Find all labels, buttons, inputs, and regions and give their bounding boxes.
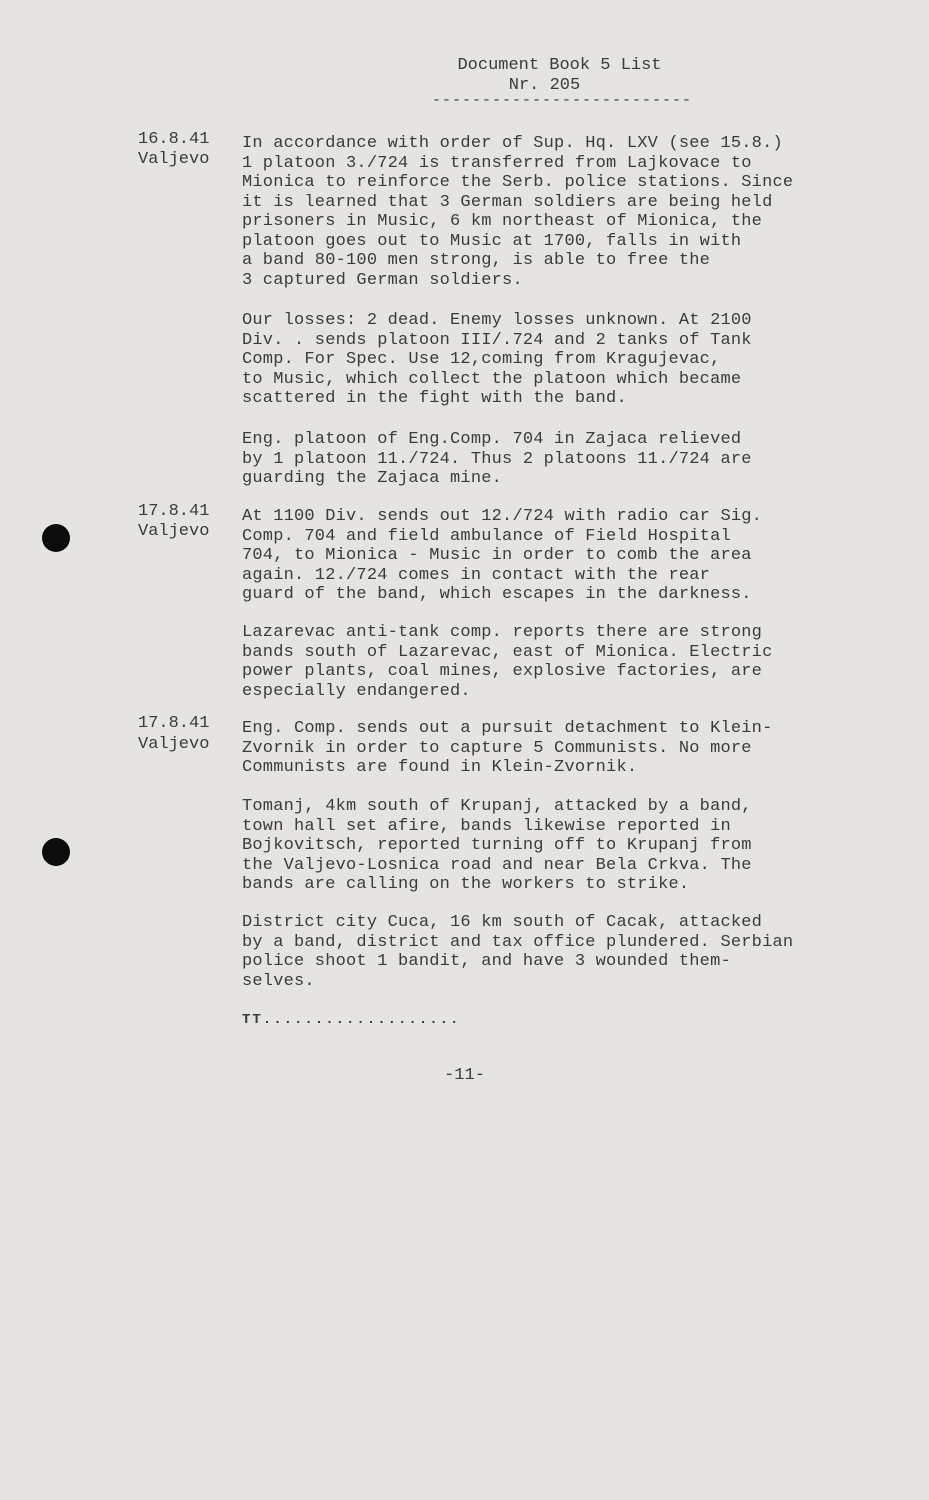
page-number: -11- <box>444 1066 485 1085</box>
entry-paragraph: Eng. platoon of Eng.Comp. 704 in Zajaca relieved by 1 platoon 11./724. Thus 2 platoons 11./724 are guarding the Zajaca mine. <box>242 430 752 488</box>
entry-paragraph: In accordance with order of Sup. Hq. LXV (see 15.8.) 1 platoon 3./724 is transferred from Lajkovace to Mionica to reinforce the Serb. police stations. Since it is learned that 3 German soldiers are being held prisoners in Music, 6 km northeast of Mionica, the platoon goes out to Music at 1700, falls in with a band 80-100 men strong, is able to free the 3 captured German soldiers. <box>242 134 794 290</box>
entry-paragraph: At 1100 Div. sends out 12./724 with radio car Sig. Comp. 704 and field ambulance of Field Hospital 704, to Mionica - Music in order to comb the area again. 12./724 comes in contact with the rear guard of the band, which escapes in the darkness. <box>242 507 763 604</box>
header-rule: -------------------------- <box>432 92 693 109</box>
punch-hole <box>42 838 70 866</box>
document-title: Document Book 5 List <box>457 56 662 75</box>
entry-date: 16.8.41 <box>138 130 210 149</box>
entry-paragraph: District city Cuca, 16 km south of Cacak, attacked by a band, district and tax office plundered. Serbian police shoot 1 bandit, and have 3 wounded them- selves. <box>242 913 794 991</box>
entry-paragraph: Eng. Comp. sends out a pursuit detachment to Klein- Zvornik in order to capture 5 Communists. No more Communists are found in Klein-Zvornik. <box>242 719 773 777</box>
punch-hole <box>42 524 70 552</box>
entry-date: 17.8.41 <box>138 502 210 521</box>
entry-place: Valjevo <box>138 150 210 169</box>
entry-place: Valjevo <box>138 522 210 541</box>
entry-date: 17.8.41 <box>138 714 210 733</box>
entry-paragraph: Tomanj, 4km south of Krupanj, attacked by a band, town hall set afire, bands likewise reported in Bojkovitsch, reported turning off to Krupanj from the Valjevo-Losnica road and near Bela Crkva. The bands are calling on the workers to strike. <box>242 797 752 894</box>
entry-paragraph: Lazarevac anti-tank comp. reports there are strong bands south of Lazarevac, east of Mionica. Electric power plants, coal mines, explosive factories, are especially endangered. <box>242 623 773 701</box>
entry-place: Valjevo <box>138 735 210 754</box>
document-number: Nr. 205 <box>508 76 581 95</box>
entry-paragraph: Our losses: 2 dead. Enemy losses unknown. At 2100 Div. . sends platoon III/.724 and 2 tanks of Tank Comp. For Spec. Use 12,coming from Kragujevac, to Music, which collect the platoon which became scattered in the fight with the band. <box>242 311 752 408</box>
closing-dots: TT................... <box>242 1012 461 1028</box>
